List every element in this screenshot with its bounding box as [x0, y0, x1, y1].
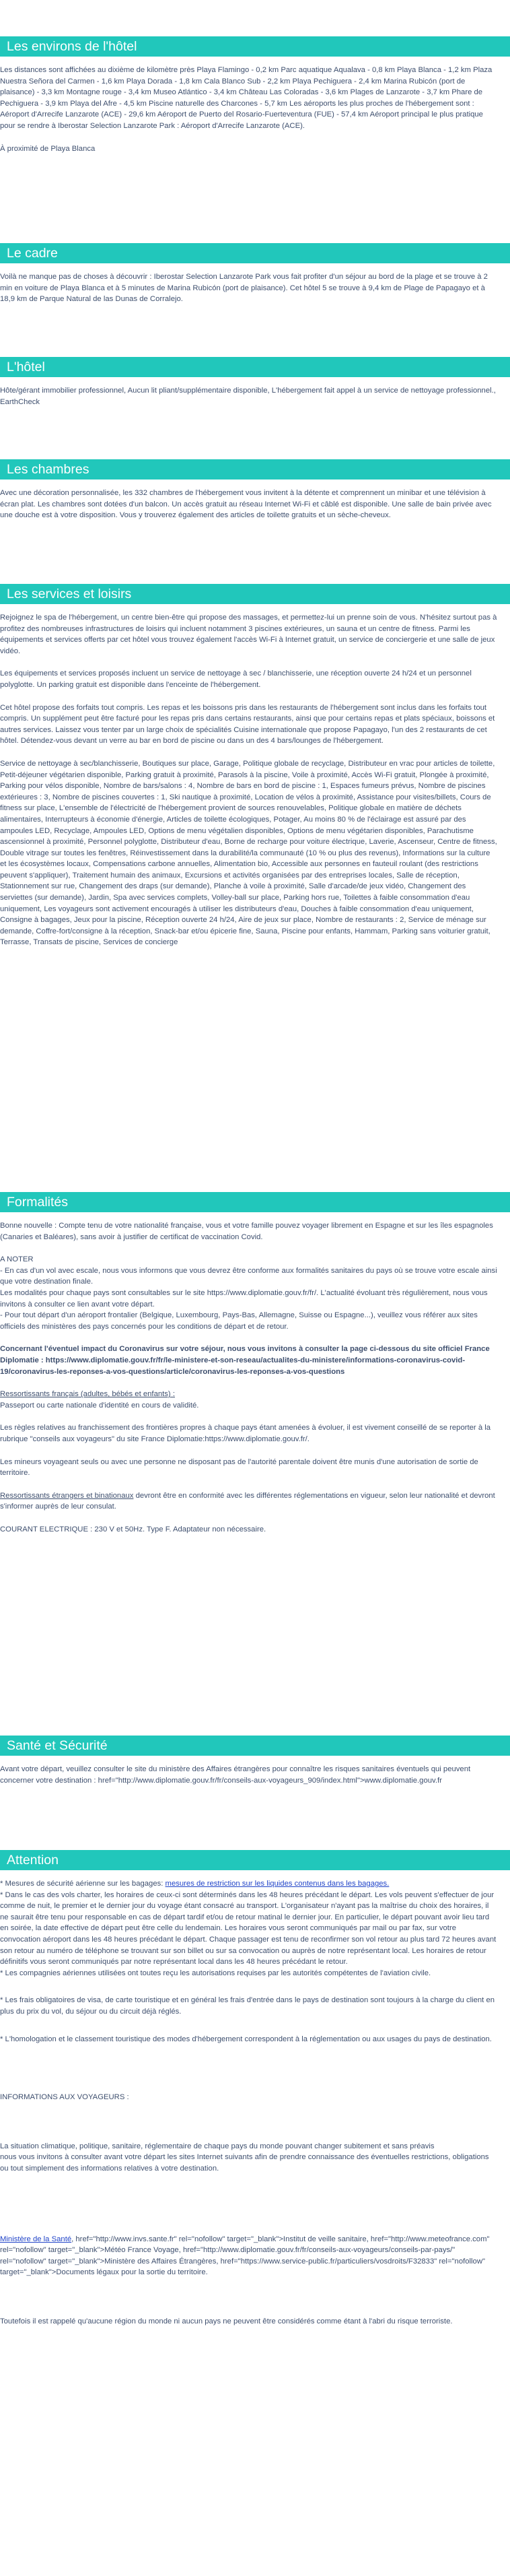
- environs-text: Les distances sont affichées au dixième de kilomètre près Playa Flamingo - 0,2 km Parc aquatique Aqualava - 0,8 km Playa Blanca - 1,2 km Plaza Nuestra Señora del Carmen - 1,6 km Playa Dorada - 1,8 km Cala Blanco Sub - 2,2 km Playa Pechiguera - 2,4 km Marina Rubicón (port de plaisance) - 3,3 km Montagne rouge - 3,4 km Museo Atlántico - 3,4 km Château Las Coloradas - 3,6 km Plages de Lanzarote - 3,7 km Phare de Pechiguera - 3,9 km Playa del Afre - 4,5 km Piscine naturelle des Charcones - 5,7 km Les aéroports les plus proches de l'hébergement sont : Aéroport d'Arrecife Lanzarote (ACE) - 29,6 km Aéroport de Puerto del Rosario-Fuerteventura (FUE) - 57,4 km Aéroport principal le plus pratique pour se rendre à Iberostar Selection Lanzarote Park : Aéroport d'Arrecife Lanzarote (ACE).: [0, 66, 493, 130]
- hotel-text: Hôte/gérant immobilier professionnel, Aucun lit pliant/supplémentaire disponible, L'hébergement fait appel à un service de nettoyage professionnel., EarthCheck: [0, 387, 496, 406]
- binationaux-text: [0, 1490, 498, 1513]
- section-title: L'hôtel: [0, 357, 510, 377]
- mesures-label: * Mesures de sécurité aérienne sur les bagages:: [0, 1880, 166, 1888]
- formalites-intro: Bonne nouvelle : Compte tenu de votre nationalité française, vous et votre famille pouvez voyager librement en Espagne et sur les îles espagnoles (Canaries et Baléares), sans avoir à justifier de certificat de vaccination Covid.: [0, 1222, 493, 1241]
- section-title: Les chambres: [0, 459, 510, 480]
- terrorisme-text: Toutefois il est rappelé qu'aucune région du monde ni aucun pays ne peuvent être considérés comme étant à l'abri du risque terroriste.: [0, 2317, 453, 2325]
- vols-charter-text: * Dans le cas des vols charter, les horaires de ceux-ci sont déterminés dans les 48 heures précédant le départ. Les vols peuvent s'effectuer de jour comme de nuit, le premier et le dernier jour du voyage étant consacré au transport. L'organisateur n'ayant pas la maîtrise du choix des horaires, il ne saurait être tenu pour responsable en cas de départ tardif et/ou de retour matinal le dernier jour. En particulier, le départ pouvant avoir lieu tard en soirée, la date effective de départ peut être celle du lendemain. Les horaires vous seront communiqués par mail ou par fax, sur votre convocation aéroport dans les 48 heures précédant le départ. Chaque passager est tenu de reconfirmer son vol retour au plus tard 72 heures avant son retour au numéro de téléphone se trouvant sur son billet ou sur sa convocation ou auprès de notre représentant local. Les horaires de retour définitifs vous seront communiqués par notre représentant local dans les 48 heures précédant le retour.: [0, 1890, 497, 1967]
- sante-text: Avant votre départ, veuillez consulter le site du ministère des Affaires étrangères pour connaître les risques sanitaires éventuels qui peuvent concerner votre destination : href="http://www.diplomatie.gouv.fr/fr/conseils-aux-voyageurs_909/index.html">www.diplomatie.gouv.fr: [0, 1765, 471, 1785]
- section-title: Santé et Sécurité: [0, 1736, 510, 1756]
- services-text-3: Cet hôtel propose des forfaits tout compris. Les repas et les boissons pris dans les restaurants de l'hébergement sont inclus dans les forfaits tout compris. Un supplément peut être facturé pour les repas pris dans certains restaurants, ainsi que pour certains repas et plats spéciaux, boissons et autres services. Laissez vous tenter par un large choix de spécialités Cuisine internationale que propose Papagayo, l'un des 2 restaurants de cet hôtel. Détendez-vous devant un verre au bar en bord de piscine ou dans un des 4 bars/lounges de l'hébergement.: [0, 703, 495, 746]
- liquides-link[interactable]: mesures de restriction sur les liquides contenus dans les bagages.: [165, 1880, 390, 1888]
- nota-line-2: Les modalités pour chaque pays sont consultables sur le site https://www.diplomatie.gouv.fr/fr/. L'actualité évoluant très régulièrement, nous vous invitons à consulter ce lien avant votre départ.: [0, 1288, 488, 1309]
- frontieres-text: Les règles relatives au franchissement des frontières propres à chaque pays étant amenées à évoluer, il est vivement conseillé de se reporter à la rubrique "conseils aux voyageurs" du site France Diplomatie:https://www.diplomatie.gouv.fr/.: [0, 1424, 491, 1443]
- cadre-text: Voilà ne manque pas de choses à découvrir : Iberostar Selection Lanzarote Park vous fait profiter d'un séjour au bord de la plage et se trouve à 2 min en voiture de Playa Blanca et à 5 minutes de Marina Rubicón (port de plaisance). Cet hôtel 5 se trouve à 9,4 km de Plage de Papagayo et à 18,9 km de Parque Natural de las Dunas de Corralejo.: [0, 273, 488, 304]
- homologation-text: * L'homologation et le classement touristique des modes d'hébergement correspondent à la réglementation ou aux usages du pays de destination.: [0, 2035, 492, 2043]
- environs-proximity: À proximité de Playa Blanca: [0, 144, 96, 153]
- courant-electrique: COURANT ELECTRIQUE : 230 V et 50Hz. Type F. Adaptateur non nécessaire.: [0, 1525, 266, 1533]
- infos-voyageurs-heading: INFORMATIONS AUX VOYAGEURS :: [0, 2093, 129, 2102]
- binationaux-label: Ressortissants étrangers et binationaux: [0, 1491, 134, 1500]
- section-attention: [0, 1850, 510, 2325]
- ressortissants-heading: Ressortissants français (adultes, bébés et enfants) :: [0, 1390, 175, 1399]
- ressortissants-text: Passeport ou carte nationale d'identité en cours de validité.: [0, 1401, 199, 1410]
- ministere-links-rest: , href="http://www.invs.sante.fr" rel="nofollow" target="_blank">Institut de veille sanitaire, href="http://www.meteofrance.com" rel="nofollow" target="_blank">Météo France Voyage, href="http://www.diplomatie.gouv.fr/fr/conseils-aux-voyageurs/conseils-par-pays/" rel="nofollow" target="_blank">Ministère des Affaires Étrangères, href="https://www.service-public.fr/particuliers/vosdroits/F32833" rel="nofollow" target="_blank">Documents légaux pour la sortie du territoire.: [0, 2235, 490, 2277]
- section-services: [0, 584, 510, 947]
- nota-line-1: - En cas d'un vol avec escale, nous vous informons que vous devrez être conforme aux formalités sanitaires du pays où se trouve votre escale ainsi que votre destination finale.: [0, 1266, 497, 1286]
- section-sante: [0, 1736, 510, 1785]
- situation-text: La situation climatique, politique, sanitaire, réglementaire de chaque pays du monde pouvant changer subitement et sans préavis: [0, 2142, 435, 2150]
- section-title: Le cadre: [0, 243, 510, 263]
- covid-notice: Concernant l'éventuel impact du Coronavirus sur votre séjour, nous vous invitons à consulter la page ci-dessous du site officiel France Diplomatie : https://www.diplomatie.gouv.fr/fr/le-ministere-et-son-reseau/actualites-du-ministere/informations-coronavirus-covid-19/coronavirus-les-reponses-a-vos-questions/article/coronavirus-les-reponses-a-vos-questions: [0, 1345, 490, 1376]
- section-hotel: [0, 357, 510, 406]
- frais-visa-text: * Les frais obligatoires de visa, de carte touristique et en général les frais d'entrée dans le pays de destination sont toujours à la charge du client en plus du prix du vol, du séjour ou du circuit déjà réglés.: [0, 1996, 495, 2016]
- consulter-text: nous vous invitons à consulter avant votre départ les sites Internet suivants afin de prendre connaissance des éventuelles restrictions, obligations ou tout simplement des informations relatives à votre destination.: [0, 2153, 489, 2173]
- chambres-text: Avec une décoration personnalisée, les 332 chambres de l'hébergement vous invitent à la détente et comprennent un minibar et une télévision à écran plat. Les chambres sont dotées d'un balcon. Un accès gratuit au réseau Internet Wi-Fi et câblé est disponible. Une salle de bain privée avec une douche est à votre disposition. Vous y trouverez également des articles de toilette gratuits et un sèche-cheveux.: [0, 489, 492, 520]
- mesures-securite: [0, 1878, 498, 1890]
- section-formalites: [0, 1192, 510, 1533]
- section-environs: [0, 36, 510, 153]
- nota-line-3: - Pour tout départ d'un aéroport frontalier (Belgique, Luxembourg, Pays-Bas, Allemagne, Suisse ou Espagne...), veuillez vous référer aux sites officiels des ministères des pays concernés pour les conditions de départ et de retour.: [0, 1311, 478, 1331]
- section-cadre: [0, 243, 510, 304]
- mineurs-text: Les mineurs voyageant seuls ou avec une personne ne disposant pas de l'autorité parentale doivent être munis d'une autorisation de sortie de territoire.: [0, 1457, 478, 1478]
- section-title: Les environs de l'hôtel: [0, 36, 510, 57]
- section-chambres: [0, 459, 510, 520]
- compagnies-text: * Les compagnies aériennes utilisées ont toutes reçu les autorisations requises par les autorités compétentes de l'aviation civile.: [0, 1969, 431, 1977]
- binationaux-rest: devront être en conformité avec les différentes réglementations en vigueur, selon leur nationalité et devront s'informer auprès de leur consulat.: [0, 1491, 495, 1511]
- ministere-links: [0, 2234, 498, 2278]
- ministere-sante-link[interactable]: Ministère de la Santé: [0, 2235, 72, 2243]
- section-title: Formalités: [0, 1192, 510, 1212]
- section-title: Les services et loisirs: [0, 584, 510, 604]
- nota-heading: A NOTER: [0, 1255, 34, 1264]
- services-text-2: Les équipements et services proposés incluent un service de nettoyage à sec / blanchisserie, une réception ouverte 24 h/24 et un personnel polyglotte. Un parking gratuit est disponible dans l'enceinte de l'hébergement.: [0, 669, 472, 689]
- section-title: Attention: [0, 1850, 510, 1870]
- services-text-1: Rejoignez le spa de l'hébergement, un centre bien-être qui propose des massages, et permettez-lui un prenne soin de vous. N'hésitez surtout pas à profitez des nombreuses infrastructures de loisirs qui incluent notamment 3 piscines extérieures, un sauna et un centre de fitness. Parmi les équipements et services offerts par cet hôtel vous trouvez également l'accès Wi-Fi à Internet gratuit, un service de conciergerie et une salle de jeux vidéo.: [0, 614, 497, 655]
- services-amenities: Service de nettoyage à sec/blanchisserie, Boutiques sur place, Garage, Politique globale de recyclage, Distributeur en vrac pour articles de toilette, Petit-déjeuner végétarien disponible, Parking gratuit à proximité, Parasols à la piscine, Voile à proximité, Accès Wi-Fi gratuit, Plongée à proximité, Parking pour vélos disponible, Nombre de bars/salons : 4, Nombre de bars en bord de piscine : 1, Espaces fumeurs prévus, Nombre de piscines extérieures : 3, Nombre de piscines couvertes : 1, Ski nautique à proximité, Location de vélos à proximité, Assistance pour visites/billets, Cours de fitness sur place, L'ensemble de l'électricité de l'hébergement provient de sources renouvelables, Politique globale en matière de déchets alimentaires, Interrupteurs à économie d'énergie, Articles de toilette écologiques, Potager, Au moins 80 % de l'éclairage est assuré par des ampoules LED, Recyclage, Ampoules LED, Options de menu végétalien disponibles, Options de menu végétarien disponibles, Parachutisme ascensionnel à proximité, Personnel polyglotte, Distributeur d'eau, Borne de recharge pour voiture électrique, Laverie, Ascenseur, Centre de fitness, Double vitrage sur toutes les fenêtres, Réinvestissement dans la durabilité/la communauté (10 % ou plus des revenus), Informations sur la culture et les écosystèmes locaux, Compensations carbone annuelles, Alimentation bio, Accessible aux personnes en fauteuil roulant (des restrictions peuvent s'appliquer), Traitement humain des animaux, Excursions et activités organisées par des entreprises locales, Salle de réception, Stationnement sur rue, Changement des draps (sur demande), Planche à voile à proximité, Salle d'arcade/de jeux vidéo, Changement des serviettes (sur demande), Jardin, Spa avec services complets, Volley-ball sur place, Parking hors rue, Toilettes à faible consommation d'eau uniquement, Les voyageurs sont activement encouragés à utiliser les distributeurs d'eau, Douches à faible consommation d'eau uniquement, Consigne à bagages, Jeux pour la piscine, Réception ouverte 24 h/24, Aire de jeux sur place, Nombre de restaurants : 2, Service de ménage sur demande, Coffre-fort/consigne à la réception, Snack-bar et/ou épicerie fine, Sauna, Piscine pour enfants, Hammam, Parking sans voiturier gratuit, Terrasse, Transats de piscine, Services de concierge: [0, 759, 497, 947]
